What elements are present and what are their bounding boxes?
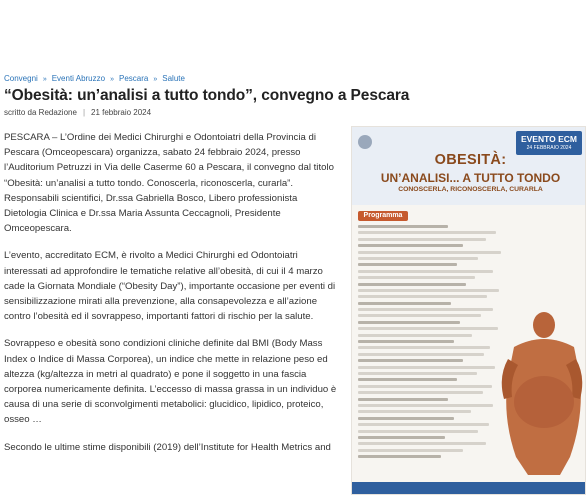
program-row [358, 257, 478, 260]
program-row [358, 430, 478, 433]
program-row [358, 404, 493, 407]
program-row [358, 251, 501, 254]
article-paragraph: Sovrappeso e obesità sono condizioni cliniche definite dal BMI (Body Mass Index o Indice di Massa Corporea), un indice che mette in relazione peso ed altezza (kg/altezza in metri al quadrato) e pone il soggetto in una fascia corporea numericamente definita. L’eccesso di massa grassa in un individuo è causa di una serie di sconvolgimenti metabolici: glucidico, lipidico, proteico, osseo … [4, 338, 337, 426]
flyer-ecm-badge [516, 131, 582, 155]
page-title: “Obesità: un’analisi a tutto tondo”, convegno a Pescara [4, 87, 410, 104]
badge-line2: 24 FEBBRAIO 2024 [526, 145, 572, 151]
flyer-program-list [358, 225, 508, 461]
program-row [358, 314, 481, 317]
program-row [358, 340, 454, 343]
program-row [358, 321, 460, 324]
program-row [358, 244, 463, 247]
program-row [358, 346, 490, 349]
breadcrumb-eventi-abruzzo[interactable]: Eventi Abruzzo [51, 74, 106, 83]
flyer-title-line1: OBESITÀ: [434, 152, 507, 168]
publish-date: 21 febbraio 2024 [91, 108, 152, 117]
program-row [358, 283, 466, 286]
program-row [358, 295, 487, 298]
program-row [358, 378, 457, 381]
program-row [358, 276, 475, 279]
statue-illustration-icon [500, 307, 584, 477]
program-row [358, 436, 445, 439]
flyer-title-line2: UN’ANALISI... A TUTTO TONDO [380, 171, 561, 185]
program-row [358, 391, 483, 394]
program-row [358, 385, 492, 388]
program-row [358, 449, 463, 452]
breadcrumb [4, 74, 185, 83]
article-paragraph: PESCARA – L’Ordine dei Medici Chirurghi e Odontoiatri della Provincia di Pescara (Omceopescara) organizza, sabato 24 febbraio 2024, presso l’Auditorium Petruzzi in Via delle Caserme 60 a Pescara, il convegno dal titolo “Obesità: un’analisi a tutto tondo. Conoscerla, riconoscerla, curarla”. Responsabili scientifici, Dr.ssa Gabriella Bosco, Libero professionista Dietologia Clinica e Dr.ssa Maria Assunta Ceccagnoli, Presidente Omceopescara. [4, 132, 334, 235]
event-flyer-image[interactable] [351, 126, 586, 495]
flyer-program-label: Programma [358, 211, 408, 221]
program-row [358, 263, 457, 266]
program-row [358, 366, 495, 369]
program-row [358, 372, 477, 375]
breadcrumb-salute[interactable]: Salute [162, 74, 185, 83]
article-paragraph: Secondo le ultime stime disponibili (2019) dell’Institute for Health Metrics and [4, 441, 331, 453]
program-row [358, 423, 489, 426]
program-row [358, 410, 471, 413]
program-row [358, 398, 448, 401]
program-row [358, 455, 441, 458]
author: scritto da Redazione [4, 108, 77, 117]
breadcrumb-separator-icon: » [153, 76, 158, 83]
breadcrumb-convegni[interactable]: Convegni [4, 74, 38, 83]
badge-line1: EVENTO ECM [520, 134, 578, 144]
breadcrumb-separator-icon: » [110, 76, 114, 83]
program-row [358, 353, 484, 356]
program-row [358, 289, 499, 292]
flyer-footer [352, 482, 585, 494]
program-row [358, 334, 472, 337]
article-meta [4, 108, 151, 117]
program-row [358, 442, 486, 445]
program-row [358, 225, 448, 228]
program-row [358, 238, 486, 241]
program-row [358, 359, 463, 362]
article-paragraph: L’evento, accreditato ECM, è rivolto a Medici Chirurghi ed Odontoiatri interessati ad approfondire le tematiche relative all’obesità, di cui il 4 marzo cade la Giornata Mondiale (“Obesity Day”), importante occasione per eventi di sensibilizzazione mirati alla prevenzione, alla consapevolezza e all’azione contro l’obesità ed il sovrappeso, importanti fattori di rischio per la salute. [4, 250, 336, 323]
article-body [4, 130, 342, 467]
program-row [358, 231, 496, 234]
breadcrumb-pescara[interactable]: Pescara [119, 74, 149, 83]
breadcrumb-separator-icon: » [42, 76, 47, 83]
program-row [358, 308, 493, 311]
flyer-subtitle: CONOSCERLA, RICONOSCERLA, CURARLA [398, 186, 543, 193]
program-row [358, 302, 451, 305]
omceo-logo-icon [358, 135, 372, 149]
program-row [358, 327, 498, 330]
program-row [358, 417, 454, 420]
program-row [358, 270, 493, 273]
meta-divider: | [82, 108, 86, 117]
